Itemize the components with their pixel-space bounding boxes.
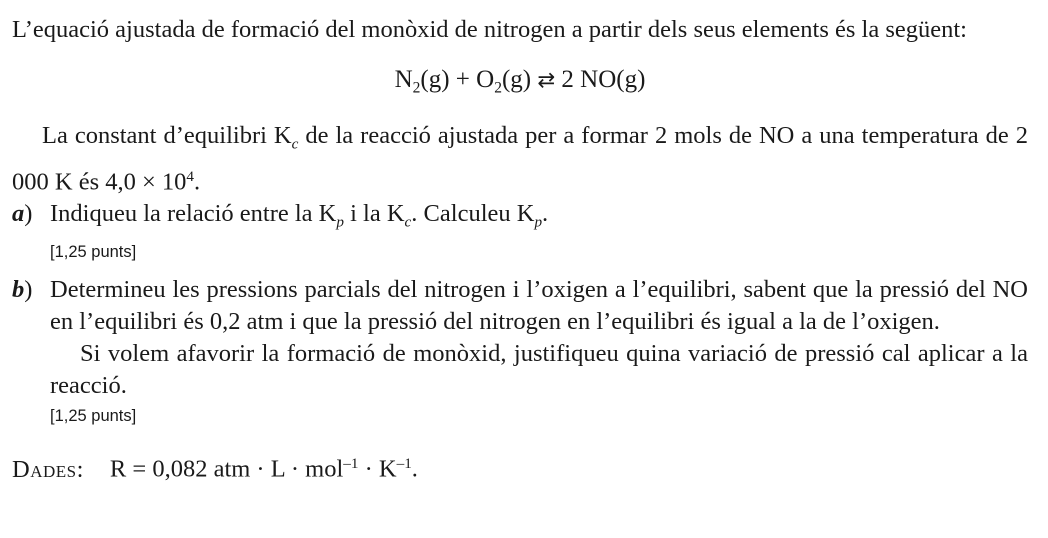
item-b-points: [1,25 punts] — [50, 407, 137, 426]
item-a-t2: i la K — [343, 200, 405, 228]
eq-n-sub: 2 — [412, 79, 421, 97]
constant-sub: c — [291, 135, 299, 153]
item-a-t4: . — [542, 200, 549, 228]
constant-part1: La constant d’equilibri K — [42, 122, 292, 150]
item-b-paren: ) — [24, 276, 33, 304]
item-a-paren: ) — [24, 200, 33, 228]
intro-text: L’equació ajustada de formació del monòxid de nitrogen a partir dels seus elements és la següent: — [12, 16, 967, 43]
constant-text — [12, 120, 1028, 198]
item-a-label — [12, 198, 32, 230]
dades-sup1: –1 — [343, 455, 359, 473]
item-b-letter: b — [12, 276, 25, 304]
eq-n-phase: (g) + O — [420, 66, 495, 93]
equilibrium-arrow-icon: ⇄ — [537, 68, 556, 93]
item-a-letter: a — [12, 200, 25, 228]
item-b-text1: Determineu les pressions parcials del nitrogen i l’oxigen a l’equilibri, sabent que la pressió del NO en l’equilibri és 0,2 atm i que la pressió del nitrogen en l’equilibri és igual a la de l’oxigen. — [50, 276, 1028, 336]
item-a-s2: c — [404, 213, 412, 231]
item-a-text — [50, 198, 1028, 238]
item-a-t3: . Calculeu K — [411, 200, 535, 228]
eq-o-sub: 2 — [494, 79, 502, 97]
item-b — [12, 274, 1028, 402]
item-a — [12, 198, 1028, 238]
item-b-label — [12, 274, 32, 306]
constant-sup: 4 — [186, 167, 195, 185]
exam-question — [12, 14, 1028, 486]
chemical-equation — [12, 64, 1028, 104]
item-a-t1: Indiqueu la relació entre la K — [50, 200, 337, 228]
item-b-text2: Si volem afavorir la formació de monòxid, justifiqueu quina variació de pressió cal aplicar a la reacció. — [50, 340, 1028, 400]
dades-t1: R = 0,082 atm · L · mol — [109, 455, 344, 483]
item-a-s1: p — [336, 213, 344, 231]
dades-t3: . — [411, 455, 418, 483]
dades-label: Dades: — [12, 455, 84, 483]
item-a-points: [1,25 punts] — [50, 243, 137, 262]
dades-sup2: –1 — [396, 455, 412, 473]
dades-t2: · K — [358, 455, 397, 483]
dades-line — [12, 448, 1028, 485]
item-a-s3: p — [534, 213, 543, 231]
eq-o-phase: (g) — [501, 66, 532, 93]
constant-part2: de la reacció ajustada per a formar 2 mols de NO a una temperatura de 2 000 K és 4,0 × 10 — [12, 122, 1028, 196]
constant-part3: . — [194, 168, 201, 196]
eq-n: N — [394, 66, 413, 93]
eq-product: 2 NO(g) — [561, 66, 646, 93]
